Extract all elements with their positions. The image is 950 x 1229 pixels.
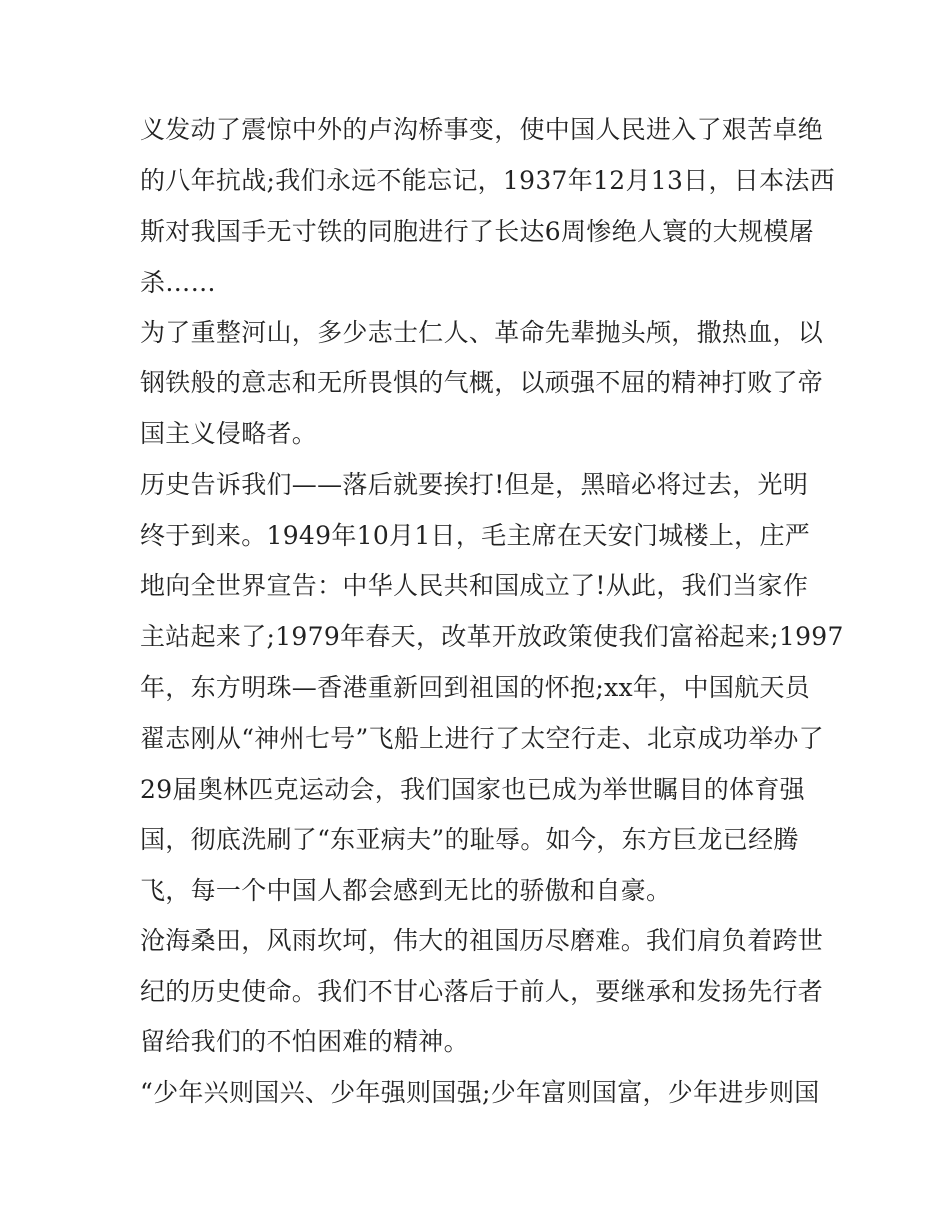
- text-line: 年，东方明珠—香港重新回到祖国的怀抱;xx年，中国航天员: [140, 673, 811, 702]
- text-line: 义发动了震惊中外的卢沟桥事变，使中国人民进入了艰苦卓绝: [140, 115, 824, 144]
- text-line: 地向全世界宣告：中华人民共和国成立了!从此，我们当家作: [140, 571, 809, 600]
- text-line: 国，彻底洗刷了“东亚病夫”的耻辱。如今，东方巨龙已经腾: [140, 825, 799, 854]
- text-line: 终于到来。1949年10月1日，毛主席在天安门城楼上，庄严: [140, 521, 811, 550]
- text-line: 沧海桑田，风雨坎坷，伟大的祖国历尽磨难。我们肩负着跨世: [140, 926, 824, 955]
- text-line: 29届奥林匹克运动会，我们国家也已成为举世瞩目的体育强: [140, 775, 805, 804]
- text-line: 钢铁般的意志和无所畏惧的气概，以顽强不屈的精神打败了帝: [140, 368, 824, 397]
- text-line: 翟志刚从“神州七号”飞船上进行了太空行走、北京成功举办了: [140, 724, 824, 753]
- text-line: 飞，每一个中国人都会感到无比的骄傲和自豪。: [140, 876, 672, 905]
- text-line: 斯对我国手无寸铁的同胞进行了长达6周惨绝人寰的大规模屠: [140, 217, 815, 246]
- text-line: 历史告诉我们——落后就要挨打!但是，黑暗必将过去，光明: [140, 470, 809, 499]
- text-line: 为了重整河山，多少志士仁人、革命先辈抛头颅，撒热血，以: [140, 318, 824, 347]
- text-line: 杀……: [140, 268, 216, 297]
- text-line: 纪的历史使命。我们不甘心落后于前人，要继承和发扬先行者: [140, 977, 824, 1006]
- text-line: 国主义侵略者。: [140, 419, 318, 448]
- text-line: “少年兴则国兴、少年强则国强;少年富则国富，少年进步则国: [140, 1078, 820, 1107]
- text-line: 的八年抗战;我们永远不能忘记，1937年12月13日，日本法西: [140, 166, 835, 195]
- text-line: 主站起来了;1979年春天，改革开放政策使我们富裕起来;1997: [140, 622, 844, 651]
- text-line: 留给我们的不怕困难的精神。: [140, 1027, 469, 1056]
